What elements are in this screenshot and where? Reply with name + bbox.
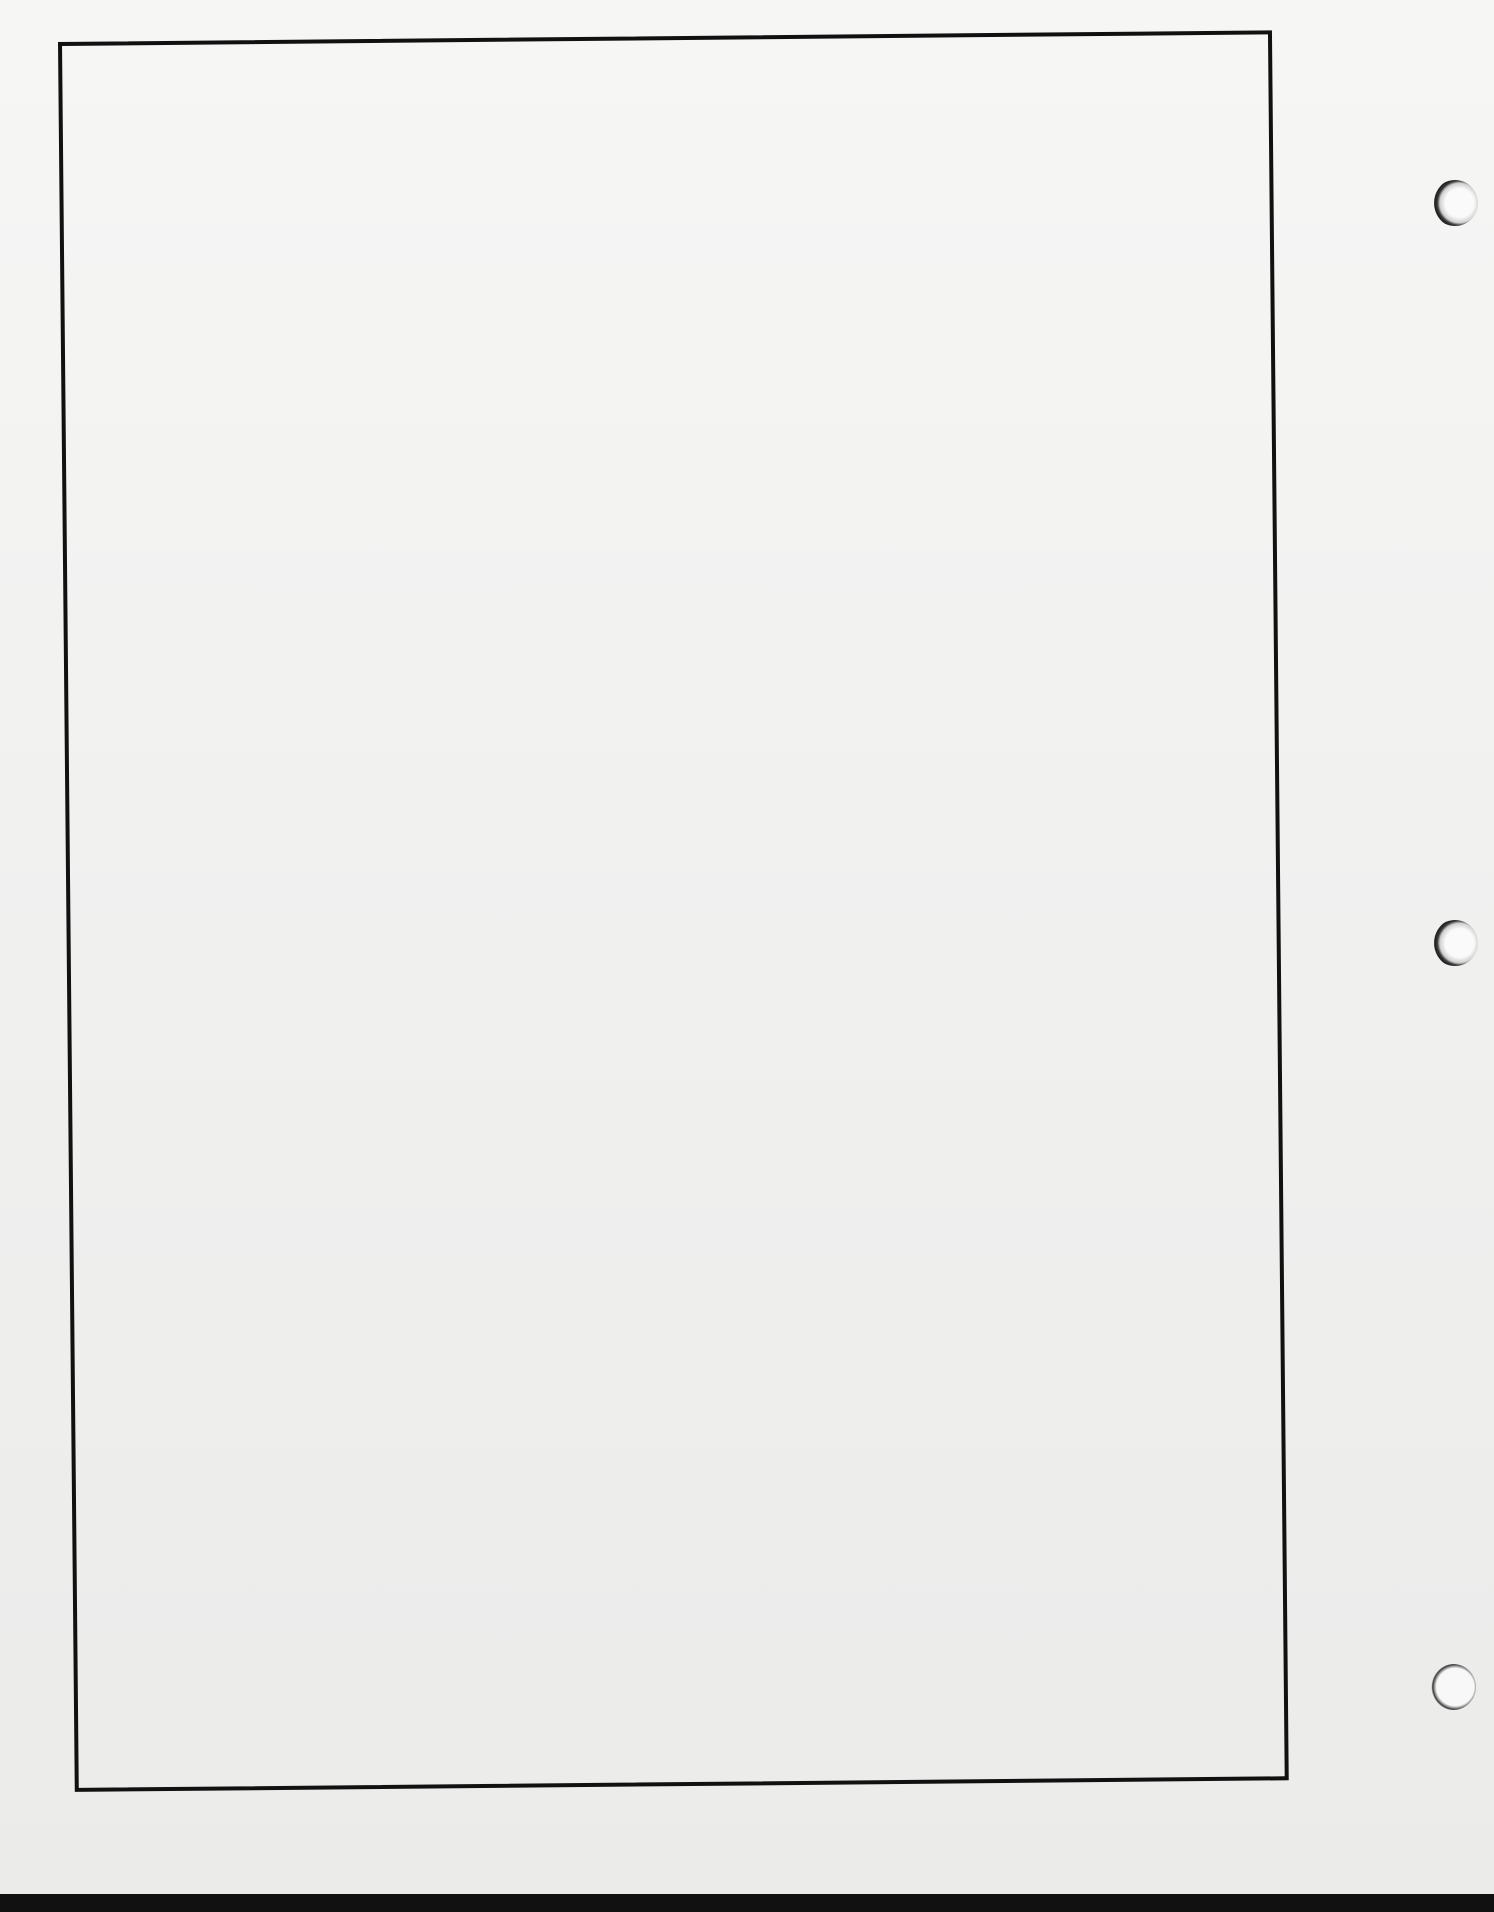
binder-hole-top	[1432, 180, 1478, 226]
scan-edge	[0, 1894, 1494, 1912]
binder-hole-middle	[1432, 920, 1478, 966]
binder-hole-bottom	[1430, 1664, 1476, 1710]
